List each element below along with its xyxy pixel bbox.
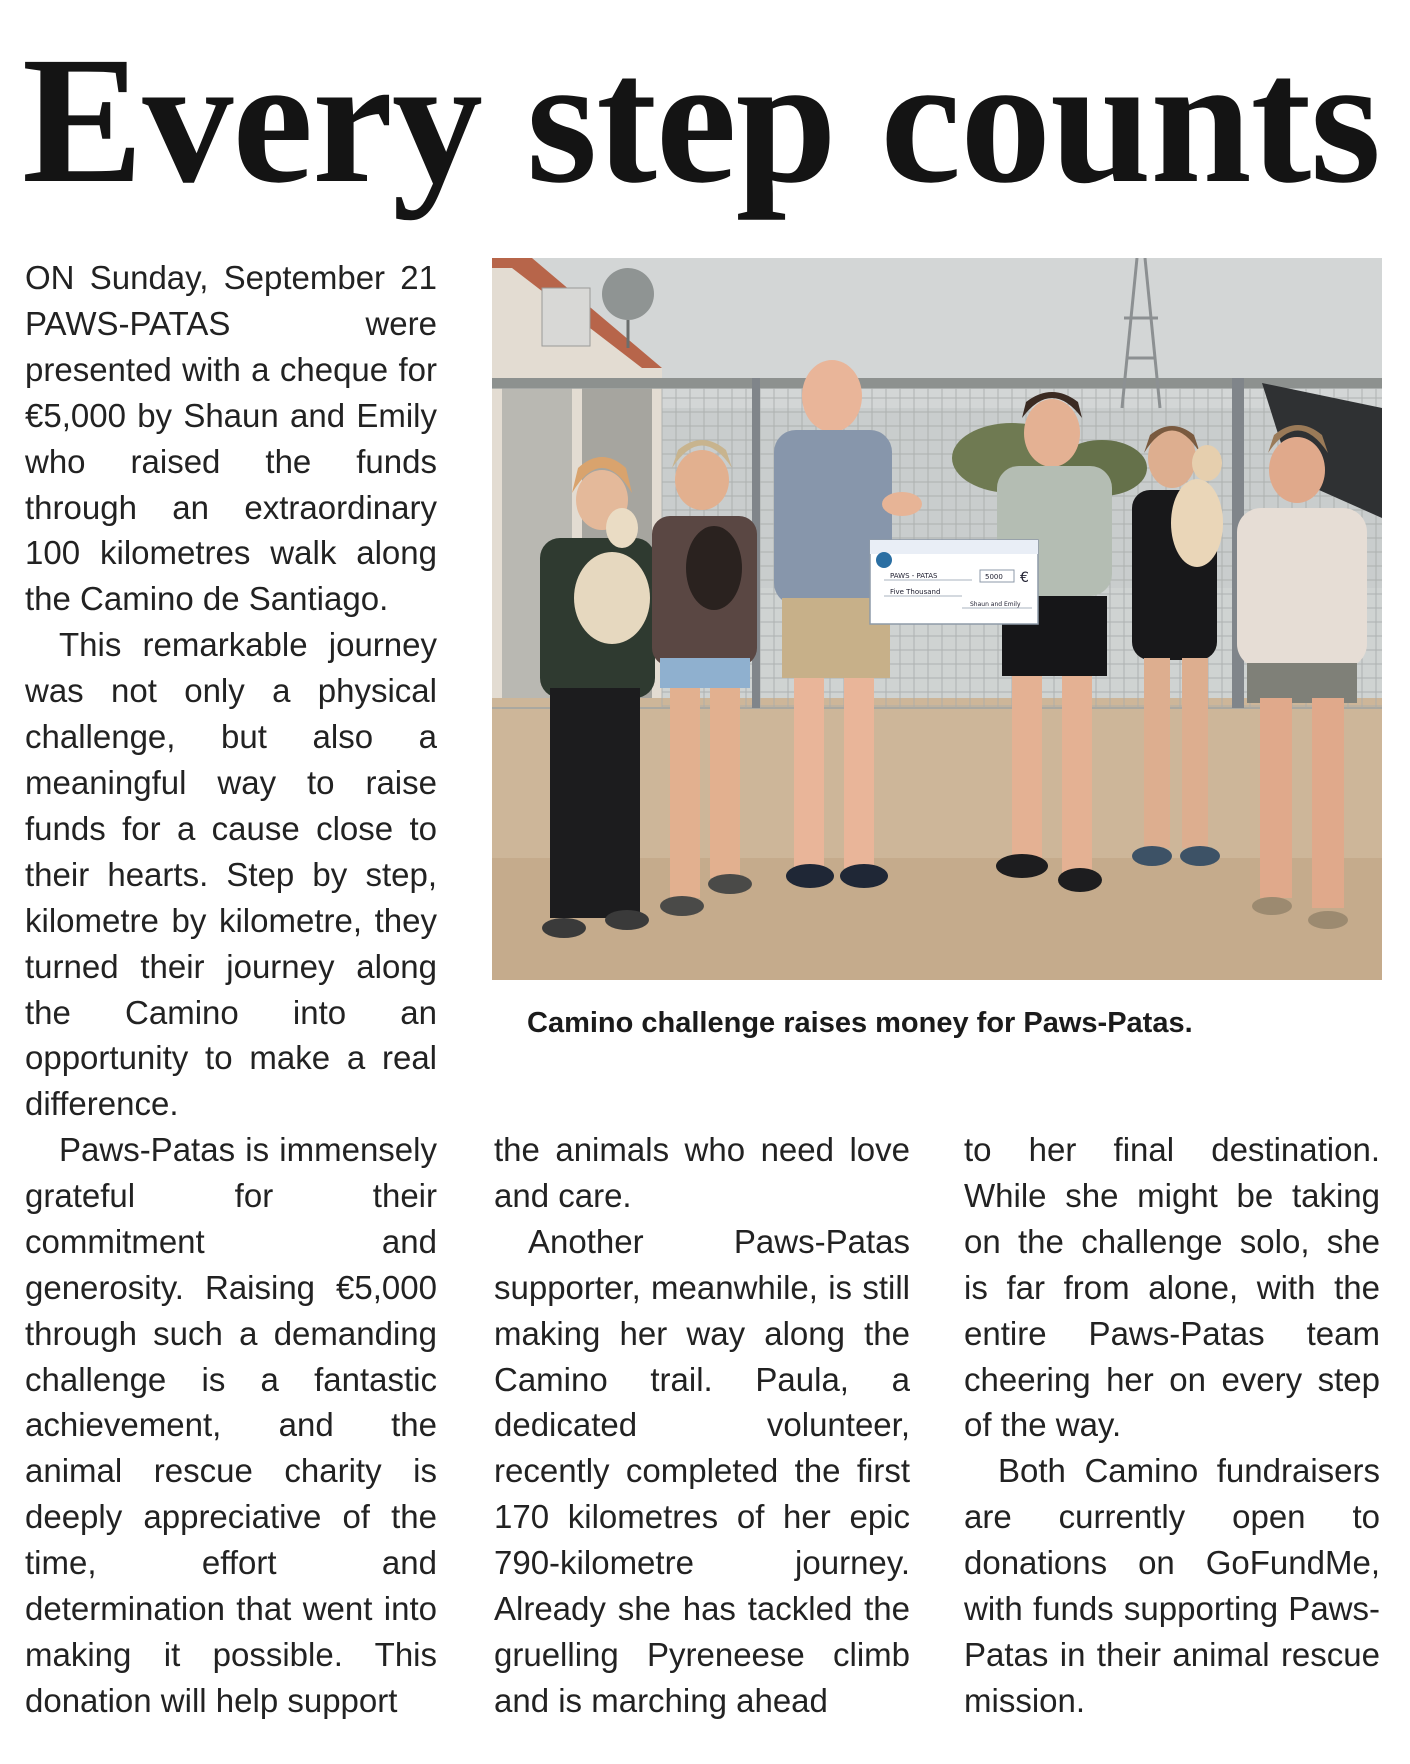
column2-continued-paragraph: the animals who need love and care. xyxy=(494,1131,910,1214)
text-column-2 xyxy=(494,1127,910,1727)
intro-paragraph-2: This remarkable journey was not only a physical challenge, but also a meaningful way to raise funds for a cause close to their hearts. Step by step, kilometre by kilometre, they turned their journey along the Camino into an opportunity to make a real difference. xyxy=(25,626,437,1123)
intro-column xyxy=(25,255,437,1130)
cheque-amount-words: Five Thousand xyxy=(890,588,941,596)
cheque-amount: 5000 xyxy=(985,573,1003,581)
text-column-1 xyxy=(25,1127,437,1727)
cheque-payee: PAWS - PATAS xyxy=(890,572,938,580)
photo-caption: Camino challenge raises money for Paws-Patas. xyxy=(527,1007,1193,1039)
intro-paragraph-1: ON Sunday, September 21 PAWS-PATAS were presented with a cheque for €5,000 by Shaun and Emily who raised the funds through an extraordinary 100 kilometres walk along the Camino de Santiago. xyxy=(25,259,437,618)
column2-paragraph: Another Paws-Patas supporter, meanwhile, is still making her way along the Camino trail. Paula, a dedicated volunteer, recently completed the first 170 kilometres of her epic 790-kilometre journey. Already she has tackled the gruelling Pyreneese climb and is marching ahead xyxy=(494,1222,910,1719)
column3-paragraph: Both Camino fundraisers are currently open to donations on GoFundMe, with funds supporting Paws-Patas in their animal rescue mission. xyxy=(964,1452,1380,1719)
column1-paragraph: Paws-Patas is immensely grateful for their commitment and generosity. Raising €5,000 through such a demanding challenge is a fantastic achievement, and the animal rescue charity is deeply appreciative of the time, effort and determination that went into making it possible. This donation will help support xyxy=(25,1131,437,1719)
text-column-3 xyxy=(964,1127,1380,1727)
article-photo xyxy=(492,258,1382,980)
column3-continued-paragraph: to her final destination. While she might be taking on the challenge solo, she is far from alone, with the entire Paws-Patas team cheering her on every step of the way. xyxy=(964,1131,1380,1444)
headline: Every step counts xyxy=(22,20,1381,221)
cheque-from: Shaun and Emily xyxy=(970,601,1021,608)
cheque-currency-symbol: € xyxy=(1020,570,1029,586)
